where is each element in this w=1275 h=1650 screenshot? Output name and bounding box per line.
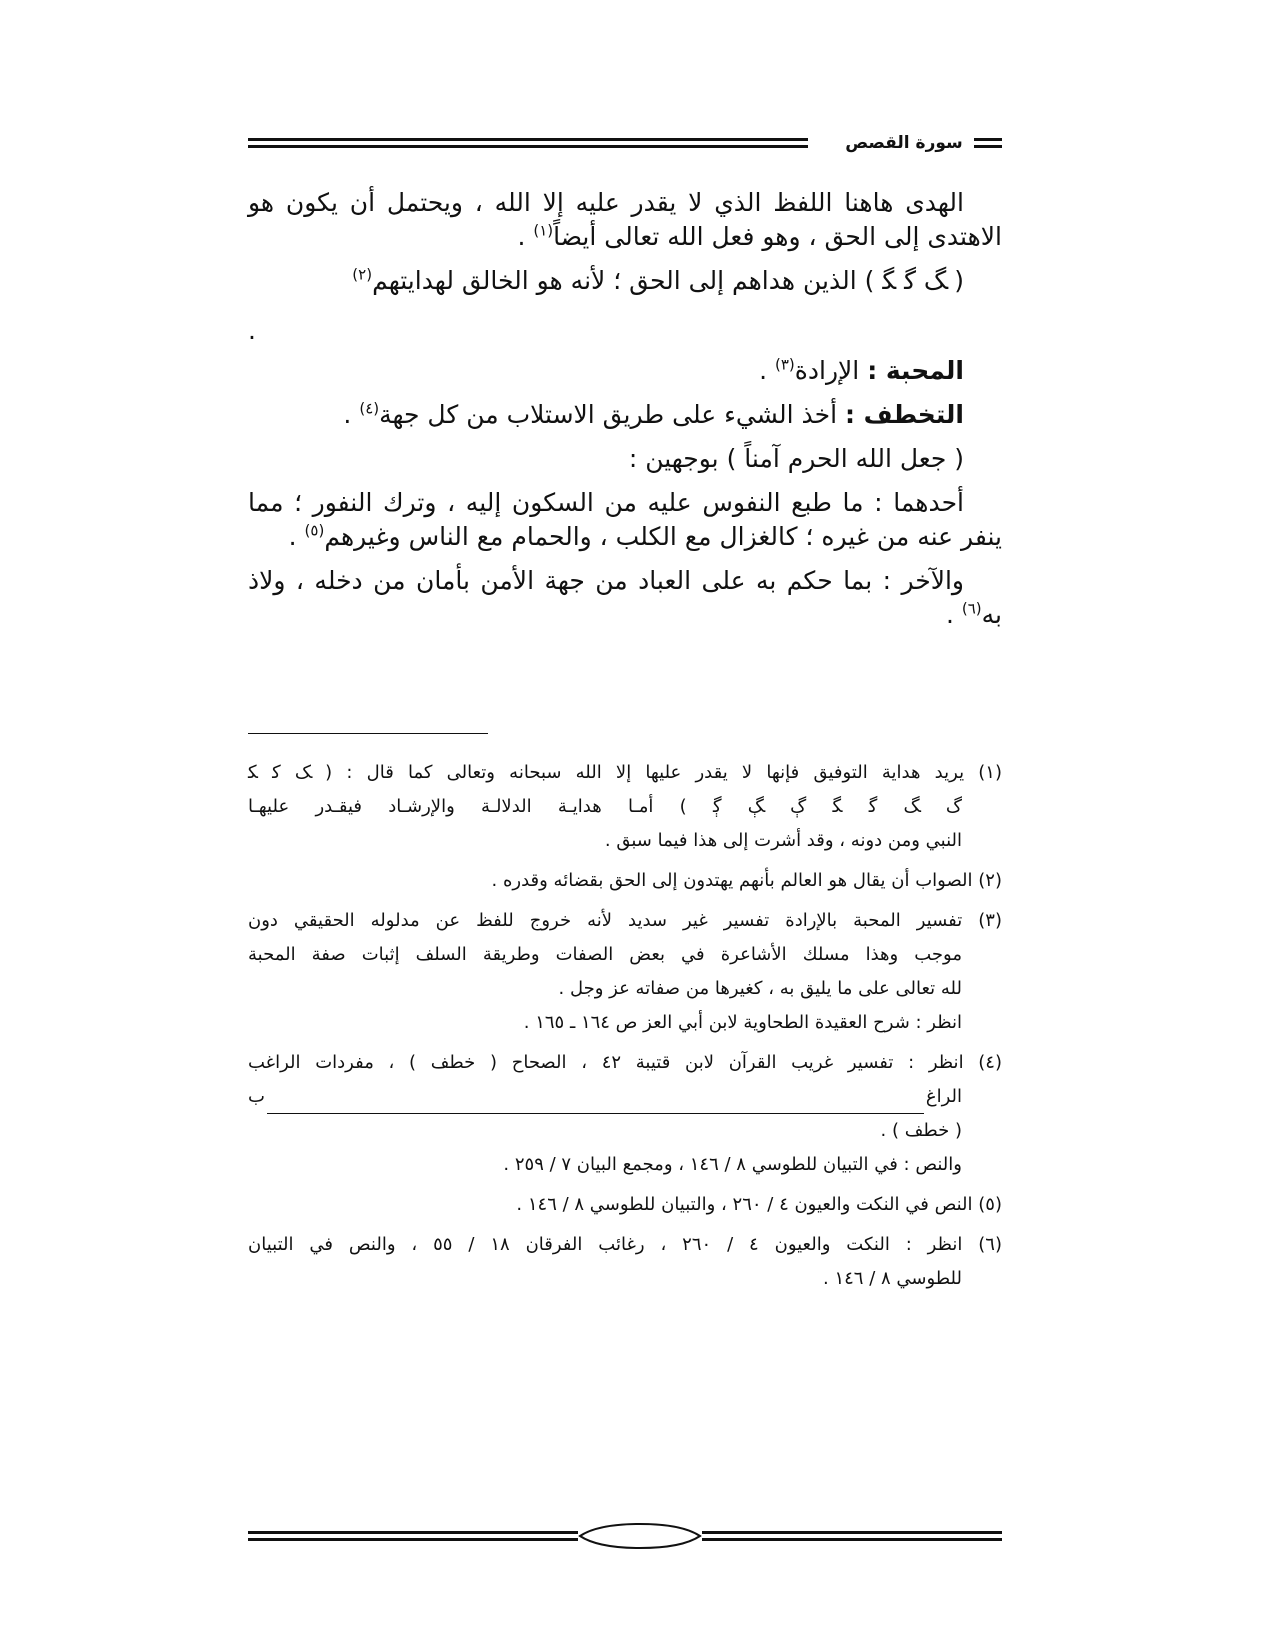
paragraph-1-text: الهدى هاهنا اللفظ الذي لا يقدر عليه إلا الله ، ويحتمل أن يكون هو الاهتدى إلى الحق ، وهو فعل الله تعالى أيضاً [248, 188, 1002, 251]
page-footer-ornament [248, 1522, 1002, 1552]
footnotes [248, 756, 1002, 1302]
footnote-2-line-1: (٢) الصواب أن يقال هو العالم بأنهم يهتدون إلى الحق بقضائه وقدره . [491, 870, 1002, 891]
footnote-1 [248, 756, 1002, 858]
paragraph-7 [248, 564, 1002, 632]
footnote-3 [248, 904, 1002, 1040]
footnote-4-line-2-start: الراغ [925, 1086, 962, 1107]
footer-double-rule-left [248, 1531, 578, 1541]
footer-double-rule-right [702, 1531, 1002, 1541]
paragraph-6-text: أحدهما : ما طبع النفوس عليه من السكون إليه ، وترك النفور ؛ مما ينفر عنه من غيره ؛ كالغزال مع الكلب ، والحمام مع الناس وغيرهم [248, 488, 1002, 551]
footnote-4-line-4: والنص : في التبيان للطوسي ٨ / ١٤٦ ، ومجمع البيان ٧ / ٢٥٩ . [503, 1154, 962, 1175]
footnote-3-line-1: (٣) تفسير المحبة بالإرادة تفسير غير سديد لأنه خروج للفظ عن مدلوله الحقيقي دون [248, 910, 1002, 931]
footnote-1-line-3: النبي ومن دونه ، وقد أشرت إلى هذا فيما سبق . [604, 830, 962, 851]
page-header [248, 130, 1002, 160]
footnote-ref-6: (٦) [961, 599, 982, 618]
footnote-1-line-1: (١) يريد هداية التوفيق فإنها لا يقدر عليها إلا الله سبحانه وتعالى كما قال : ( ﮏ ﮐ ﮑ [248, 762, 1002, 783]
footnote-separator [248, 733, 488, 734]
paragraph-4 [248, 398, 1002, 432]
header-double-rule-right [974, 138, 1002, 148]
paragraph-2-dot-line [248, 308, 1002, 354]
footnote-4-line-1: (٤) انظر : تفسير غريب القرآن لابن قتيبة ٤٢ ، الصحاح ( خطف ) ، مفردات الراغب [248, 1052, 1002, 1073]
paragraph-6-end: . [288, 522, 305, 551]
paragraph-4-text: أخذ الشيء على طريق الاستلاب من كل جهة [379, 400, 845, 429]
term-takhattuf: التخطف : [844, 400, 964, 429]
footer-oval-ornament [578, 1522, 702, 1550]
footnote-ref-4: (٤) [359, 399, 380, 418]
footnote-5 [248, 1188, 1002, 1222]
footnote-4-line-2-end: ب [248, 1086, 265, 1107]
paragraph-3-end: . [759, 356, 775, 385]
paragraph-3-text: الإرادة [794, 356, 868, 385]
footnote-ref-3: (٣) [775, 355, 795, 374]
main-text [248, 186, 1002, 642]
footnote-ref-5: (٥) [304, 521, 325, 540]
footnote-3-line-3: لله تعالى على ما يليق به ، كغيرها من صفاته عز وجل . [558, 978, 962, 999]
paragraph-2-dot: . [248, 316, 256, 345]
term-mahabba: المحبة : [867, 356, 964, 385]
footnote-ref-1: (١) [533, 221, 554, 240]
footnote-3-line-4: انظر : شرح العقيدة الطحاوية لابن أبي العز ص ١٦٤ ـ ١٦٥ . [523, 1012, 962, 1033]
footnote-3-line-2: موجب وهذا مسلك الأشاعرة في بعض الصفات وطريقة السلف إثبات صفة المحبة [248, 944, 962, 965]
footnote-ref-2: (٢) [352, 265, 373, 284]
paragraph-5 [248, 442, 1002, 476]
paragraph-4-end: . [343, 400, 360, 429]
footnote-6 [248, 1228, 1002, 1296]
footnote-6-line-1: (٦) انظر : النكت والعيون ٤ / ٢٦٠ ، رغائب الفرقان ١٨ / ٥٥ ، والنص في التبيان [248, 1234, 1002, 1255]
paragraph-3 [248, 354, 1002, 388]
paragraph-7-end: . [945, 600, 962, 629]
footnote-4-line-2 [248, 1080, 1002, 1114]
footnote-4 [248, 1046, 1002, 1182]
footnote-2 [248, 864, 1002, 898]
paragraph-1 [248, 186, 1002, 254]
header-double-rule-left [248, 138, 808, 148]
paragraph-2-text: ( ﮓ ﮔ ﮕ ) الذين هداهم إلى الحق ؛ لأنه هو الخالق لهدايتهم [372, 266, 964, 295]
paragraph-7-text: والآخر : بما حكم به على العباد من جهة الأمن بأمان من دخله ، ولاذ به [248, 566, 1002, 629]
footnote-6-line-2: للطوسي ٨ / ١٤٦ . [823, 1268, 962, 1289]
footnote-4-line-3: ( خطف ) . [880, 1120, 962, 1141]
surah-title: سورة القصص [845, 133, 963, 153]
paragraph-6 [248, 486, 1002, 554]
paragraph-5-text: ( جعل الله الحرم آمناً ) بوجهين : [628, 444, 964, 473]
paragraph-2 [248, 264, 1002, 298]
tatweel-stroke [267, 1091, 924, 1114]
paragraph-1-end: . [517, 222, 534, 251]
footnote-1-line-2: ﮒ ﮓ ﮔ ﮕ ﮖ ﮗ ﮘ ) أمـا هدايـة الدلالـة والإرشـاد فيقـدر عليهـا [248, 796, 962, 817]
footnote-5-line-1: (٥) النص في النكت والعيون ٤ / ٢٦٠ ، والتبيان للطوسي ٨ / ١٤٦ . [516, 1194, 1002, 1215]
